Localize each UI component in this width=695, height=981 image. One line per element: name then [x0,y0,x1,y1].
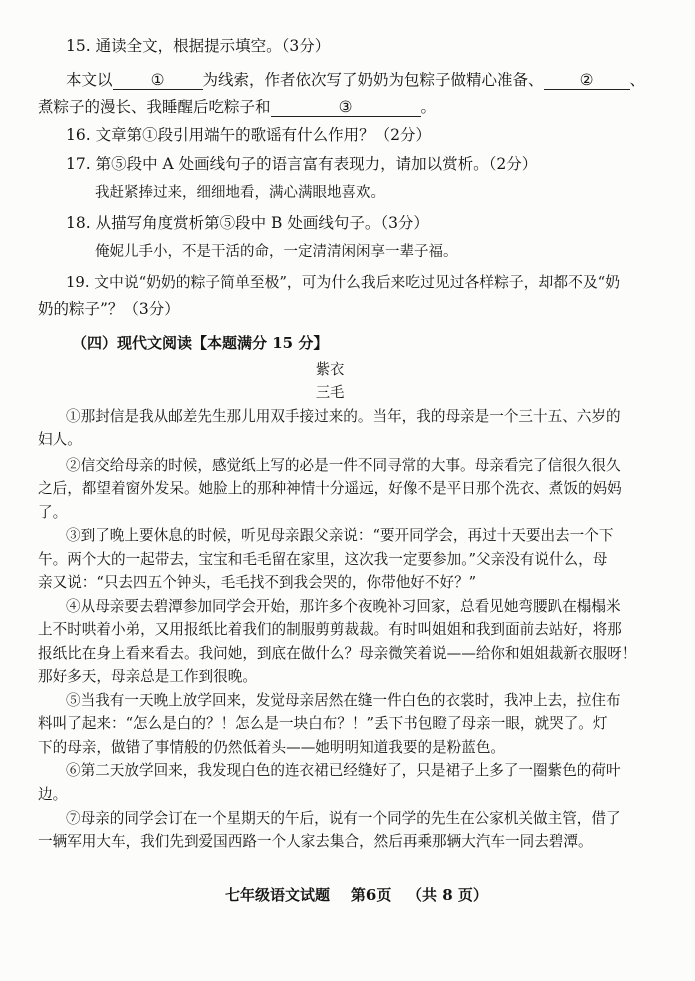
q18-sentence: 俺妮儿手小，不是干活的命，一定清清闲闲享一辈子福。 [95,244,458,260]
q15-title: 15. 通读全文，根据提示填空。（3分） [66,37,331,55]
article-line: 了。 [38,504,68,521]
article-line: 报纸比在身上看来看去。我问她，到底在做什么？母亲微笑着说——给你和姐姐裁新衣服呀！ [38,645,637,662]
article-line: ⑦母亲的同学会订在一个星期天的午后，说有一个同学的先生在公家机关做主管，借了 [66,810,621,827]
section-heading: （四）现代文阅读【本题满分 15 分】 [72,334,329,352]
q17-title: 17. 第⑤段中 A 处画线句子的语言富有表现力，请加以赏析。（2分） [66,155,538,173]
q16-title: 16. 文章第①段引用端午的歌谣有什么作用？（2分） [66,126,431,144]
blank-3: ③ [271,98,421,117]
article-line: 之后，都望着窗外发呆。她脸上的那种神情十分遥远，好像不是平日那个洗衣、煮饭的妈妈 [38,480,622,497]
footer-subject: 七年级语文试题 [225,886,331,904]
footer-total: （共 8 页） [407,886,488,904]
q15-text-d: 煮粽子的漫长、我睡醒后吃粽子和 [38,98,271,116]
q17-sentence: 我赶紧捧过来，细细地看，满心满眼地喜欢。 [95,185,385,201]
footer-page: 第6页 [350,886,392,904]
article-line: 亲又说：“只去四五个钟头，毛毛找不到我会哭的，你带他好不好？” [38,574,477,591]
article-line: 妇人。 [38,431,82,448]
article-title: 紫衣 [315,360,345,378]
article-author: 三毛 [315,383,345,401]
footer [225,884,488,906]
q19-line1: 19. 文中说“奶奶的粽子简单至极”，可为什么我后来吃过见过各样粽子，却都不及“奶 [66,274,621,291]
article-line: 一辆军用大车，我们先到爱国西路一个人家去集合，然后再乘那辆大汽车一同去碧潭。 [38,833,593,850]
q15-line2 [38,96,436,118]
article-line: ⑤当我有一天晚上放学回来，发觉母亲居然在缝一件白色的衣裳时，我冲上去，拉住布 [66,692,621,709]
q15-text-c: 、 [629,71,646,89]
article-line: ②信交给母亲的时候，感觉纸上写的必是一件不同寻常的大事。母亲看完了信很久很久 [66,457,621,474]
article-line: ⑥第二天放学回来，我发现白色的连衣裙已经缝好了，只是裙子上多了一圈紫色的荷叶 [66,762,621,779]
q15-text-b: 为线索，作者依次写了奶奶为包粽子做精心准备、 [202,71,544,89]
q18-title: 18. 从描写角度赏析第⑤段中 B 处画线句子。（3分） [66,214,429,232]
q15-text-a: 本文以 [66,71,113,89]
article-line: 边。 [38,786,68,803]
blank-1: ① [113,71,203,90]
article-line: 那好多天，母亲总是工作到很晚。 [38,668,257,685]
article-line: ③到了晚上要休息的时候，听见母亲跟父亲说：“要开同学会，再过十天要出去一个下 [66,527,614,544]
article-line: ①那封信是我从邮差先生那儿用双手接过来的。当年，我的母亲是一个三十五、六岁的 [66,408,621,425]
article-line: 下的母亲，做错了事情般的仍然低着头——她明明知道我要的是粉蓝色。 [38,739,506,756]
article-line: 料叫了起来：“怎么是白的？！怎么是一块白布？！”丢下书包瞪了母亲一眼，就哭了。灯 [38,715,608,732]
article-line: 上不时哄着小弟，又用报纸比着我们的制服剪剪裁裁。有时叫姐姐和我到面前去站好，将那 [38,621,622,638]
blank-2: ② [544,71,630,90]
article-line: 午。两个大的一起带去，宝宝和毛毛留在家里，这次我一定要参加。”父亲没有说什么，母 [38,551,608,568]
q15-text-e: 。 [420,98,437,116]
q15-line1 [66,69,645,91]
article-line: ④从母亲要去碧潭参加同学会开始，那许多个夜晚补习回家，总看见她弯腰趴在榻榻米 [66,598,621,615]
q19-line2: 奶的粽子”？（3分） [38,300,180,318]
